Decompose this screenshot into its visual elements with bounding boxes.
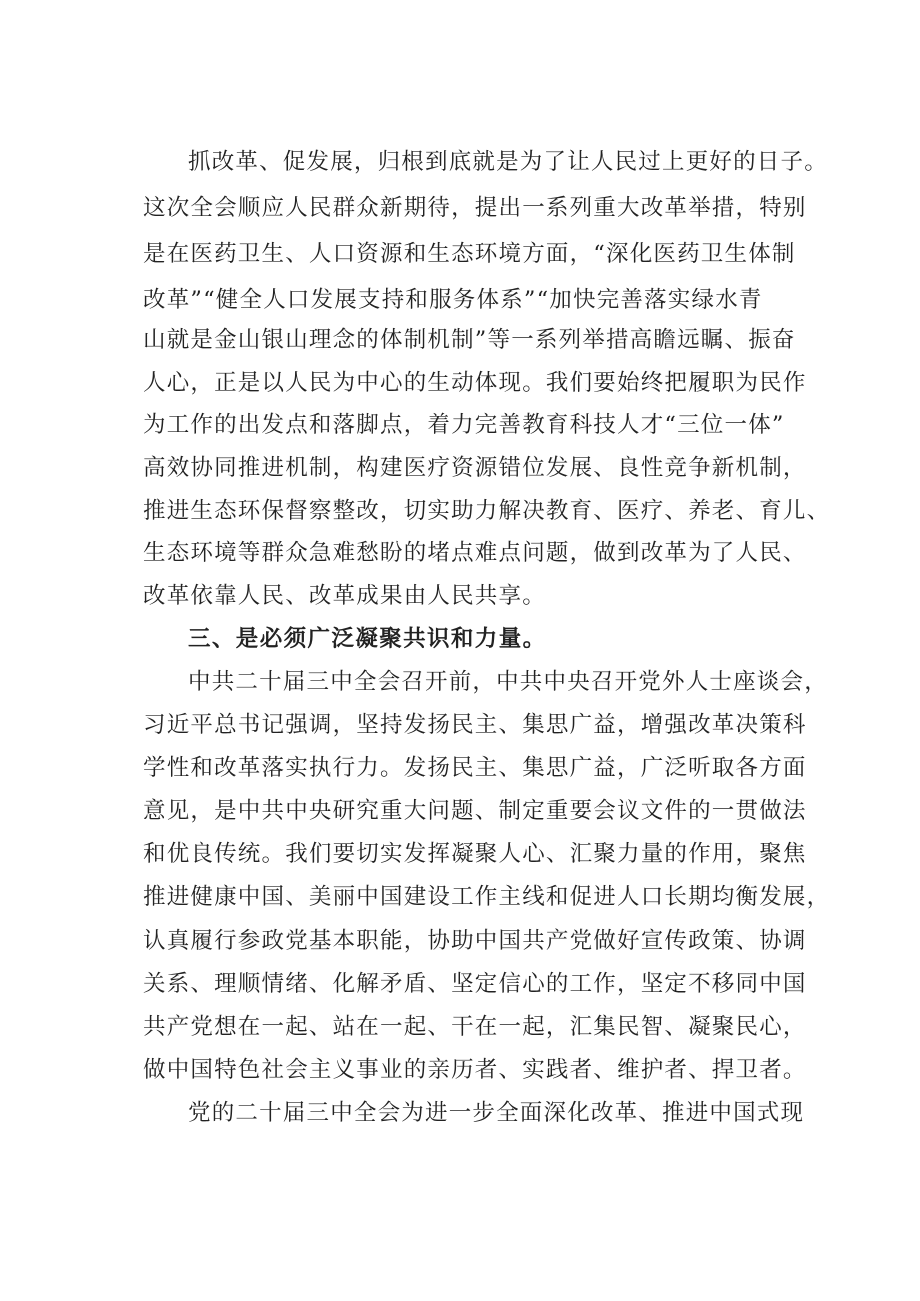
- text-line: 生态环境等群众急难愁盼的堵点难点问题，做到改革为了人民、: [143, 540, 807, 566]
- text-line: 习近平总书记强调，坚持发扬民主、集思广益，增强改革决策科: [143, 712, 807, 738]
- text-line: 做中国特色社会主义事业的亲历者、实践者、维护者、捍卫者。: [143, 1057, 807, 1083]
- text-line: 关系、理顺情绪、化解矛盾、坚定信心的工作，坚定不移同中国: [143, 971, 807, 997]
- text-line: 为工作的出发点和落脚点，着力完善教育科技人才“三位一体”: [143, 412, 785, 438]
- text-line: 这次全会顺应人民群众新期待，提出一系列重大改革举措，特别: [143, 195, 807, 221]
- text-line: 党的二十届三中全会为进一步全面深化改革、推进中国式现: [188, 1100, 805, 1126]
- text-line: 改革”“健全人口发展支持和服务体系”“加快完善落实绿水青: [143, 287, 763, 313]
- text-line: 改革依靠人民、改革成果由人民共享。: [143, 583, 546, 609]
- text-line: 高效协同推进机制，构建医疗资源错位发展、良性竞争新机制，: [143, 455, 807, 481]
- text-line: 认真履行参政党基本职能，协助中国共产党做好宣传政策、协调: [143, 928, 807, 954]
- text-line: 共产党想在一起、站在一起、干在一起，汇集民智、凝聚民心，: [143, 1014, 807, 1040]
- section-heading: 三、是必须广泛凝聚共识和力量。: [188, 626, 547, 652]
- text-line: 推进生态环保督察整改，切实助力解决教育、医疗、养老、育儿、: [143, 498, 831, 524]
- text-line: 和优良传统。我们要切实发挥凝聚人心、汇聚力量的作用，聚焦: [143, 841, 807, 867]
- text-line: 意见，是中共中央研究重大问题、制定重要会议文件的一贯做法: [143, 798, 807, 824]
- text-line: 山就是金山银山理念的体制机制”等一系列举措高瞻远瞩、振奋: [143, 327, 796, 353]
- text-line: 中共二十届三中全会召开前，中共中央召开党外人士座谈会，: [188, 669, 828, 695]
- text-line: 抓改革、促发展，归根到底就是为了让人民过上更好的日子。: [188, 149, 828, 175]
- text-line: 学性和改革落实执行力。发扬民主、集思广益，广泛听取各方面: [143, 755, 807, 781]
- text-line: 人心，正是以人民为中心的生动体现。我们要始终把履职为民作: [143, 370, 807, 396]
- text-line: 推进健康中国、美丽中国建设工作主线和促进人口长期均衡发展，: [143, 884, 831, 910]
- text-line: 是在医药卫生、人口资源和生态环境方面，“深化医药卫生体制: [143, 241, 796, 267]
